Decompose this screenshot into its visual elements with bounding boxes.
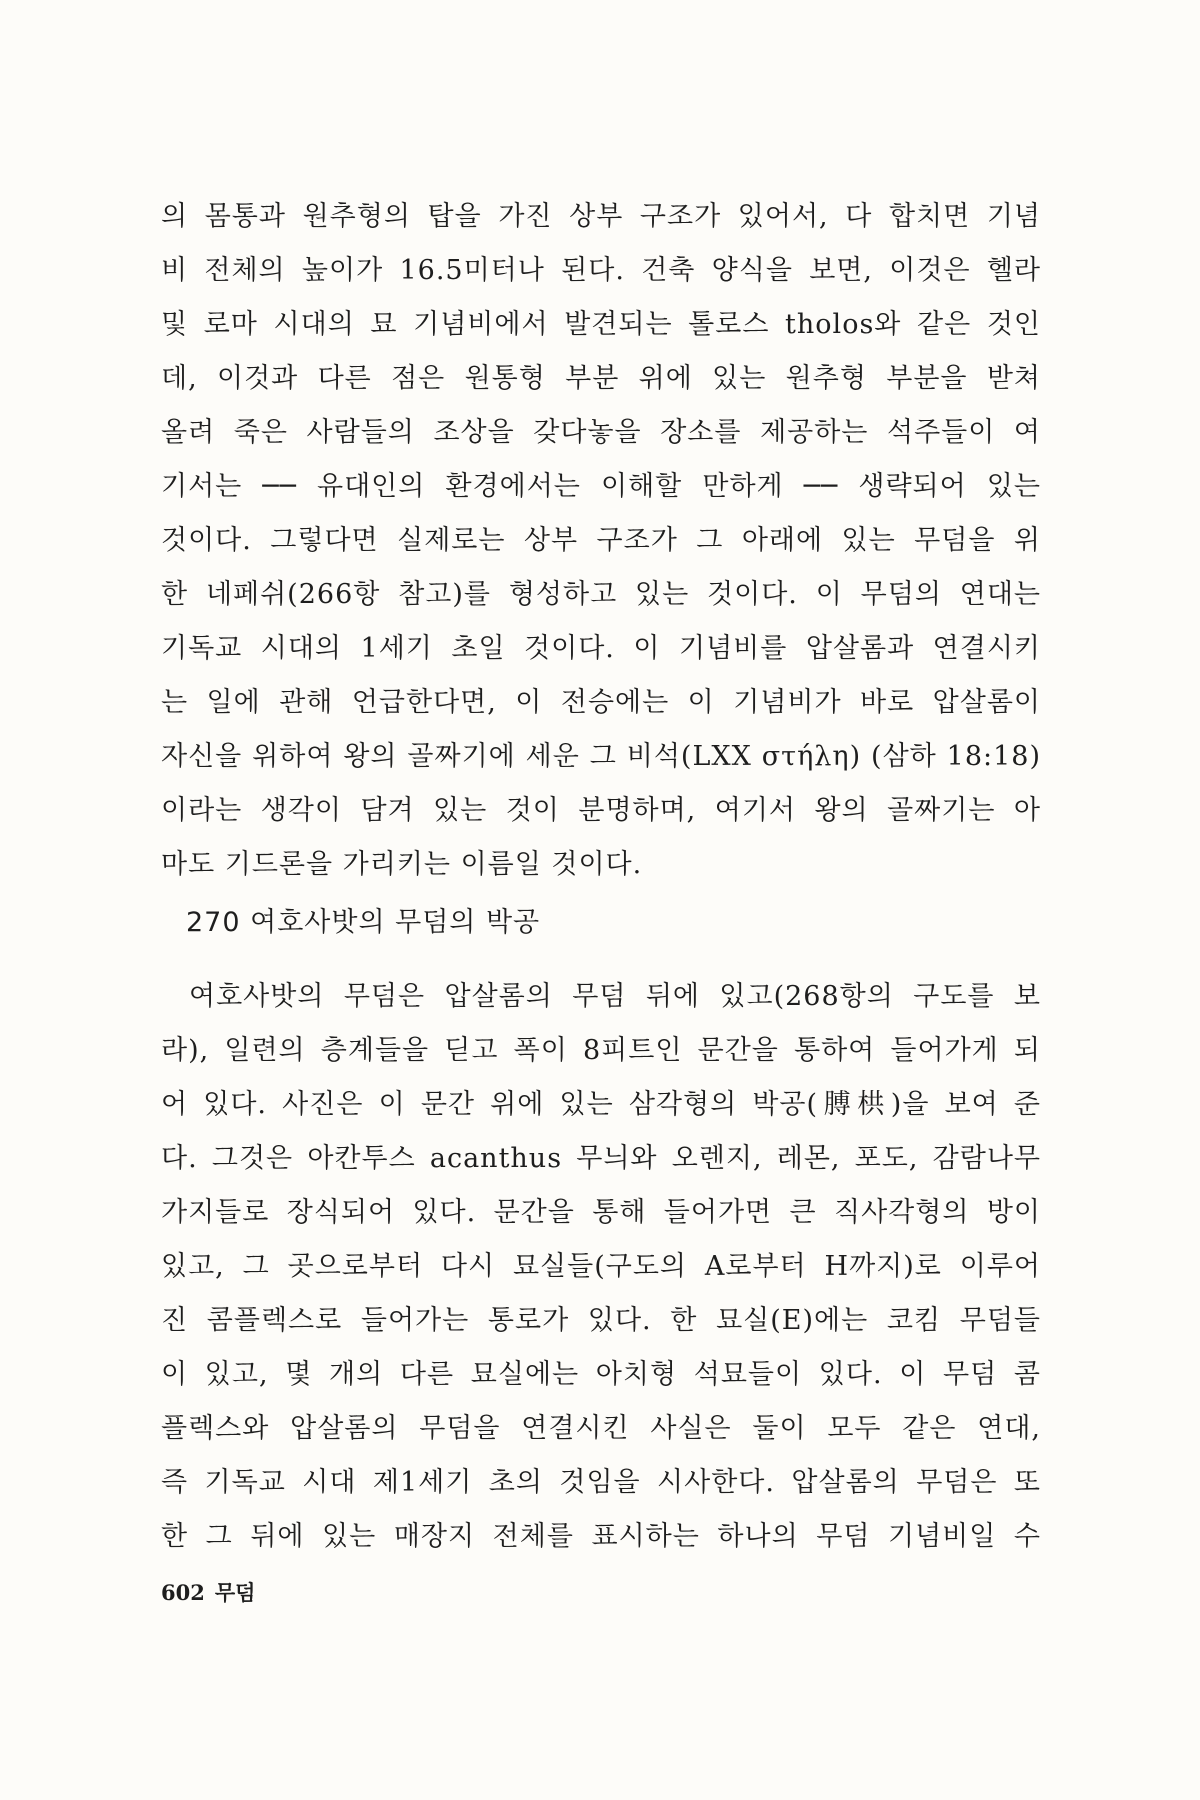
text-line: 데, 이것과 다른 점은 원통형 부분 위에 있는 원추형 부분을 받쳐: [161, 363, 1041, 394]
text-line: 여호사밧의 무덤은 압살롬의 무덤 뒤에 있고(268항의 구도를 보: [189, 981, 1041, 1012]
text-line: 것이다. 그렇다면 실제로는 상부 구조가 그 아래에 있는 무덤을 위: [161, 525, 1041, 556]
text-line: 비 전체의 높이가 16.5미터나 된다. 건축 양식을 보면, 이것은 헬라: [161, 255, 1041, 286]
text-line: 기독교 시대의 1세기 초일 것이다. 이 기념비를 압살롬과 연결시키: [161, 633, 1041, 664]
text-line: 즉 기독교 시대 제1세기 초의 것임을 시사한다. 압살롬의 무덤은 또: [161, 1467, 1041, 1498]
text-line: 기서는 ── 유대인의 환경에서는 이해할 만하게 ── 생략되어 있는: [161, 471, 1041, 502]
text-line: 한 네페쉬(266항 참고)를 형성하고 있는 것이다. 이 무덤의 연대는: [161, 579, 1041, 610]
text-line: 는 일에 관해 언급한다면, 이 전승에는 이 기념비가 바로 압살롬이: [161, 687, 1041, 718]
text-line: 진 콤플렉스로 들어가는 통로가 있다. 한 묘실(E)에는 코킴 무덤들: [161, 1305, 1041, 1336]
text-line: 있고, 그 곳으로부터 다시 묘실들(구도의 A로부터 H까지)로 이루어: [161, 1251, 1041, 1282]
text-line: 가지들로 장식되어 있다. 문간을 통해 들어가면 큰 직사각형의 방이: [161, 1197, 1041, 1228]
text-line: 다. 그것은 아칸투스 acanthus 무늬와 오렌지, 레몬, 포도, 감람나무: [161, 1143, 1041, 1174]
text-line: 올려 죽은 사람들의 조상을 갖다놓을 장소를 제공하는 석주들이 여: [161, 417, 1041, 448]
running-title: 무덤: [214, 1580, 256, 1605]
text-line: 라), 일련의 층계들을 딛고 폭이 8피트인 문간을 통하여 들어가게 되: [161, 1035, 1041, 1066]
text-line: 의 몸통과 원추형의 탑을 가진 상부 구조가 있어서, 다 합치면 기념: [161, 201, 1041, 232]
text-line: 어 있다. 사진은 이 문간 위에 있는 삼각형의 박공(膊栱)을 보여 준: [161, 1089, 1041, 1120]
text-line: 및 로마 시대의 묘 기념비에서 발견되는 톨로스 tholos와 같은 것인: [161, 309, 1041, 340]
page-number: 602: [161, 1580, 205, 1605]
paragraph-2: [161, 970, 1041, 1564]
text-line: 플렉스와 압살롬의 무덤을 연결시킨 사실은 둘이 모두 같은 연대,: [161, 1413, 1041, 1444]
text-line: 자신을 위하여 왕의 골짜기에 세운 그 비석(LXX στήλη) (삼하 18:18): [161, 741, 1041, 772]
text-line: 이라는 생각이 담겨 있는 것이 분명하며, 여기서 왕의 골짜기는 아: [161, 795, 1041, 826]
page-footer: [161, 1578, 255, 1608]
text-line: 마도 기드론을 가리키는 이름일 것이다.: [161, 849, 643, 880]
paragraph-1: [161, 190, 1041, 892]
section-heading: 270 여호사밧의 무덤의 박공: [186, 907, 541, 938]
text-line: 한 그 뒤에 있는 매장지 전체를 표시하는 하나의 무덤 기념비일 수: [161, 1521, 1041, 1552]
text-line: 이 있고, 몇 개의 다른 묘실에는 아치형 석묘들이 있다. 이 무덤 콤: [161, 1359, 1041, 1390]
